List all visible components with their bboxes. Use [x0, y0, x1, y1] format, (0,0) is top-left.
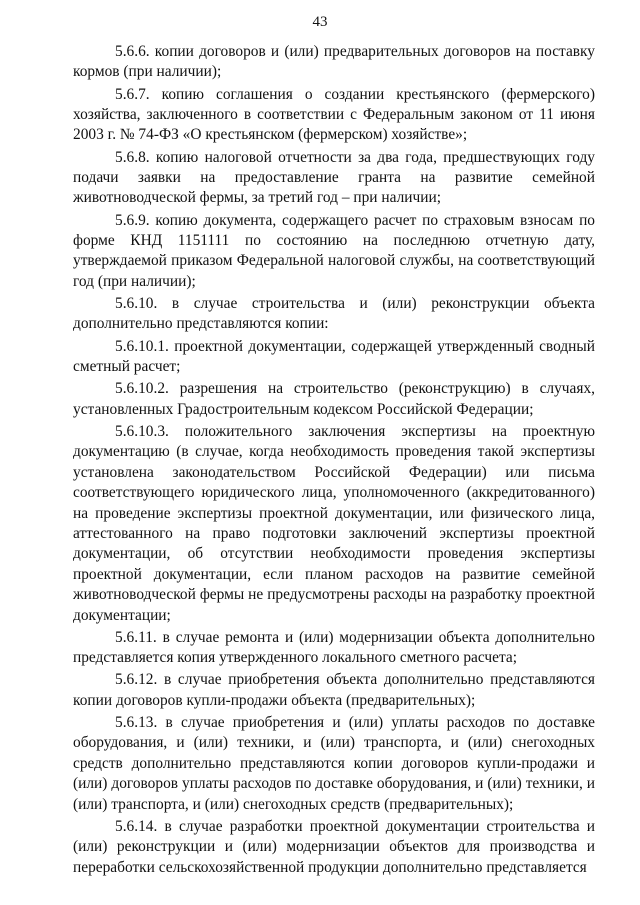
page-number: 43	[312, 14, 328, 30]
paragraph-5-6-9: 5.6.9. копию документа, содержащего расчет по страховым взносам по форме КНД 1151111 по состоянию на последнюю отчетную дату, утверждаемой приказом Федеральной налоговой службы, на соответствующий год (при наличии);	[73, 211, 595, 290]
paragraph-5-6-10-2: 5.6.10.2. разрешения на строительство (реконструкцию) в случаях, установленных Градостроительным кодексом Российской Федерации;	[73, 380, 595, 418]
paragraph-5-6-10-3: 5.6.10.3. положительного заключения экспертизы на проектную документацию (в случае, когда необходимость проведения такой экспертизы установлена законодательством Российской Федерации) или письма соответствующего юридического лица, уполномоченного (аккредитованного) на проведение экспертизы проектной документации, или физического лица, аттестованного на право подготовки заключений экспертизы проектной документации, об отсутствии необходимости проведения экспертизы проектной документации, если планом расходов на развитие семейной животноводческой фермы не предусмотрены расходы на разработку проектной документации;	[73, 422, 595, 624]
paragraph-5-6-13: 5.6.13. в случае приобретения и (или) уплаты расходов по доставке оборудования, и (или) техники, и (или) транспорта, и (или) снегоходных средств дополнительно представляются копии договоров купли-продажи и (или) договоров уплаты расходов по доставке оборудования, и (или) техники, и (или) транспорта, и (или) снегоходных средств (предварительных);	[73, 713, 595, 813]
paragraph-5-6-12: 5.6.12. в случае приобретения объекта дополнительно представляются копии договоров купли-продажи объекта (предварительных);	[73, 671, 595, 709]
paragraph-5-6-11: 5.6.11. в случае ремонта и (или) модернизации объекта дополнительно представляется копия утвержденного локального сметного расчета;	[73, 628, 595, 667]
paragraph-5-6-10-1: 5.6.10.1. проектной документации, содержащей утвержденный сводный сметный расчет;	[73, 337, 595, 376]
paragraph-5-6-6: 5.6.6. копии договоров и (или) предварительных договоров на поставку кормов (при наличии);	[73, 43, 595, 81]
document-body	[73, 42, 595, 880]
paragraph-5-6-10: 5.6.10. в случае строительства и (или) реконструкции объекта дополнительно представляются копии:	[73, 295, 595, 333]
paragraph-5-6-8: 5.6.8. копию налоговой отчетности за два года, предшествующих году подачи заявки на предоставление гранта на развитие семейной животноводческой фермы, за третий год – при наличии;	[73, 148, 595, 207]
paragraph-5-6-14: 5.6.14. в случае разработки проектной документации строительства и (или) реконструкции и (или) модернизации объектов для производства и переработки сельскохозяйственной продукции дополнительно представляется	[73, 817, 595, 876]
paragraph-5-6-7: 5.6.7. копию соглашения о создании крестьянского (фермерского) хозяйства, заключенного в соответствии с Федеральным законом от 11 июня 2003 г. № 74-ФЗ «О крестьянском (фермерском) хозяйстве»;	[73, 85, 595, 144]
